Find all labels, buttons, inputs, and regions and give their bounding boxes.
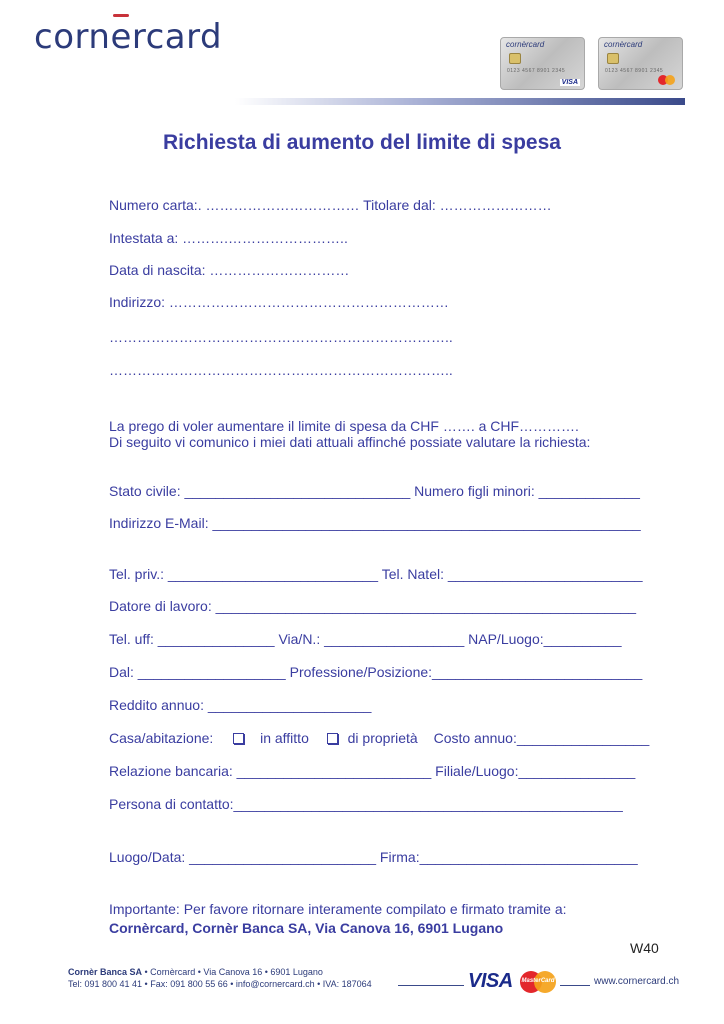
logo-accent-letter: e [110,17,132,57]
rent-checkbox[interactable] [233,733,244,744]
work-phone-line[interactable]: Tel. uff: _______________ Via/N.: __________________ NAP/Luogo:__________ [109,631,622,647]
request-text[interactable]: La prego di voler aumentare il limite di spesa da CHF ……. a CHF…………. [109,418,579,434]
card-number: 0123 4567 8901 2345 [605,68,664,74]
holder-name-line[interactable]: Intestata a: ……….…………………….. [109,230,348,246]
annual-cost-field[interactable]: Costo annuo:_________________ [433,730,650,746]
footer-divider-left [398,985,464,986]
logo-text: cornercard [34,17,223,57]
website-link[interactable]: www.cornercard.ch [594,976,680,987]
income-line[interactable]: Reddito annuo: _____________________ [109,697,372,713]
card-chip-icon [509,53,521,64]
visa-logo: VISA [468,970,513,992]
card-number-line[interactable]: Numero carta:. …………………………… Titolare dal: …………………… [109,197,552,213]
footer-company-line [68,967,323,977]
since-profession-line[interactable]: Dal: ___________________ Professione/Posizione:___________________________ [109,664,643,680]
place-date-signature-line[interactable]: Luogo/Data: ________________________ Firma:____________________________ [109,849,638,865]
visa-card-image [500,37,585,90]
mastercard-label: MasterCard [521,978,555,984]
card-brand: cornèrcard [604,40,643,49]
header-gradient-bar [235,98,685,105]
civil-status-line[interactable]: Stato civile: _____________________________ Numero figli minori: _____________ [109,483,640,499]
address-line-3[interactable]: ……………………………………………………………….. [109,362,453,378]
phone-line[interactable]: Tel. priv.: ___________________________ Tel. Natel: _________________________ [109,566,643,582]
employer-line[interactable]: Datore di lavoro: ______________________________________________________ [109,598,637,614]
contact-person-line[interactable]: Persona di contatto:__________________________________________________ [109,796,623,812]
mastercard-logo [520,971,556,993]
cornercard-logo [34,17,223,57]
card-number: 0123 4567 8901 2345 [507,68,566,74]
page-title: Richiesta di aumento del limite di spesa [163,131,561,154]
form-code: W40 [630,940,659,956]
card-visa-label: VISA [561,79,578,86]
footer-company: Cornèr Banca SA [68,967,143,977]
footer-divider-right [560,985,590,986]
rent-option-label: in affitto [260,730,309,746]
card-brand: cornèrcard [506,40,545,49]
owned-checkbox[interactable] [327,733,338,744]
important-note: Importante: Per favore ritornare interamente compilato e firmato tramite a: [109,901,567,917]
housing-label: Casa/abitazione: [109,730,214,746]
address-line-2[interactable]: ……………………………………………………………….. [109,329,453,345]
email-line[interactable]: Indirizzo E-Mail: _______________________________________________________ [109,515,641,531]
footer-contact-line: Tel: 091 800 41 41 • Fax: 091 800 55 66 • info@cornercard.ch • IVA: 187064 [68,979,372,989]
birth-date-line[interactable]: Data di nascita: ………………………… [109,262,350,278]
return-address: Cornèrcard, Cornèr Banca SA, Via Canova 16, 6901 Lugano [109,920,504,936]
bank-relation-line[interactable]: Relazione bancaria: _________________________ Filiale/Luogo:_______________ [109,763,636,779]
housing-line [109,730,649,746]
mastercard-card-image [598,37,683,90]
address-line[interactable]: Indirizzo: …………………………………………………… [109,294,449,310]
request-subtext: Di seguito vi comunico i miei dati attuali affinché possiate valutare la richiesta: [109,434,591,450]
card-chip-icon [607,53,619,64]
mastercard-small-icon [658,75,676,85]
owned-option-label: di proprietà [347,730,418,746]
footer-address: • Cornèrcard • Via Canova 16 • 6901 Lugano [142,967,323,977]
